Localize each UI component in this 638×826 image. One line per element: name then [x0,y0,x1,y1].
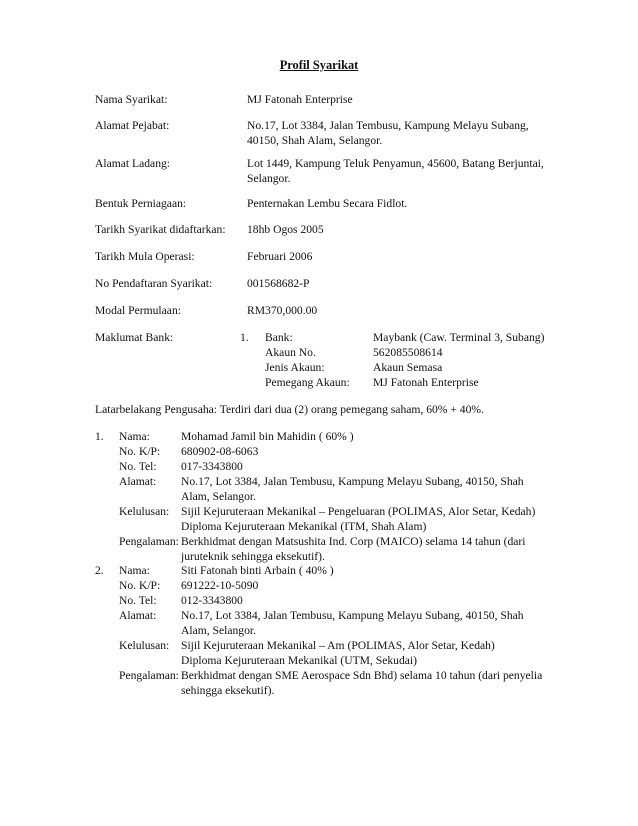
background-statement: Latarbelakang Pengusaha: Terdiri dari dua (2) orang pemegang saham, 60% + 40%. [95,403,484,416]
farm-address-line: Selangor. [247,172,291,185]
company-name-value: MJ Fatonah Enterprise [247,93,353,106]
office-address-line: No.17, Lot 3384, Jalan Tembusu, Kampung Melayu Subang, [247,119,529,132]
bank-details [265,330,585,390]
registration-date-value: 18hb Ogos 2005 [247,223,324,236]
address-line: Alam, Selangor. [181,490,257,503]
name-value: Siti Fatonah binti Arbain ( 40% ) [181,564,334,577]
name-label: Nama: [119,564,150,577]
business-type-label: Bentuk Perniagaan: [95,197,187,210]
address-label: Alamat: [119,609,157,622]
business-type-value: Penternakan Lembu Secara Fidlot. [247,197,408,210]
page-title: Profil Syarikat [279,58,359,72]
company-name-label: Nama Syarikat: [95,93,168,106]
capital-value: RM370,000.00 [247,304,318,317]
registration-number-value: 001568682-P [247,277,310,290]
qualification-line: Diploma Kejuruteraan Mekanikal (UTM, Sekudai) [181,654,417,667]
experience-line: sehingga eksekutif). [181,684,275,697]
ic-field [95,444,575,459]
phone-field [95,459,575,474]
address-field [95,474,575,504]
qualification-label: Kelulusan: [119,505,170,518]
name-field [95,429,575,444]
ic-value: 691222-10-5090 [181,579,259,592]
bank-info-label: Maklumat Bank: [95,331,174,344]
office-address-value [247,118,577,148]
phone-label: No. Tel: [119,594,157,607]
phone-value: 017-3343800 [181,460,243,473]
office-address-line: 40150, Shah Alam, Selangor. [247,134,383,147]
address-field [95,608,575,638]
phone-field [95,593,575,608]
experience-label: Pengalaman: [119,535,179,548]
shareholder-number: 1. [95,430,104,443]
ic-field [95,578,575,593]
bank-detail-value: Maybank (Caw. Terminal 3, Subang) [373,331,545,344]
qualification-line: Diploma Kejuruteraan Mekanikal (ITM, Shah Alam) [181,520,427,533]
operation-start-label: Tarikh Mula Operasi: [95,250,195,263]
qualification-label: Kelulusan: [119,639,170,652]
farm-address-value [247,156,577,186]
bank-detail-value: MJ Fatonah Enterprise [373,376,479,389]
operation-start-value: Februari 2006 [247,250,313,263]
experience-line: Berkhidmat dengan SME Aerospace Sdn Bhd) selama 10 tahun (dari penyelia [181,669,543,682]
registration-date-label: Tarikh Syarikat didaftarkan: [95,223,226,236]
qualification-field [95,504,575,534]
ic-label: No. K/P: [119,579,161,592]
address-line: Alam, Selangor. [181,624,257,637]
experience-label: Pengalaman: [119,669,179,682]
farm-address-line: Lot 1449, Kampung Teluk Penyamun, 45600, Batang Berjuntai, [247,157,544,170]
ic-value: 680902-08-6063 [181,445,259,458]
experience-line: juruteknik sehingga eksekutif). [181,550,325,563]
farm-address-label: Alamat Ladang: [95,157,171,170]
bank-detail-key: Akaun No. [265,346,316,359]
shareholder-2 [95,563,575,698]
qualification-line: Sijil Kejuruteraan Mekanikal – Am (POLIMAS, Alor Setar, Kedah) [181,639,495,652]
office-address-label: Alamat Pejabat: [95,119,170,132]
qualification-field [95,638,575,668]
address-line: No.17, Lot 3384, Jalan Tembusu, Kampung Melayu Subang, 40150, Shah [181,475,524,488]
qualification-line: Sijil Kejuruteraan Mekanikal – Pengeluaran (POLIMAS, Alor Setar, Kedah) [181,505,536,518]
bank-item-number: 1. [240,331,249,344]
address-label: Alamat: [119,475,157,488]
bank-detail-value: 562085508614 [373,346,443,359]
phone-label: No. Tel: [119,460,157,473]
shareholder-1 [95,429,575,564]
shareholder-number: 2. [95,564,104,577]
phone-value: 012-3343800 [181,594,243,607]
name-label: Nama: [119,430,150,443]
bank-detail-row [265,345,585,360]
registration-number-label: No Pendaftaran Syarikat: [95,277,213,290]
name-field [95,563,575,578]
bank-detail-value: Akaun Semasa [373,361,443,374]
experience-field [95,668,575,698]
bank-detail-key: Jenis Akaun: [265,361,325,374]
name-value: Mohamad Jamil bin Mahidin ( 60% ) [181,430,354,443]
bank-detail-row [265,330,585,345]
bank-detail-key: Pemegang Akaun: [265,376,350,389]
bank-detail-row [265,375,585,390]
bank-detail-key: Bank: [265,331,293,344]
capital-label: Modal Permulaan: [95,304,181,317]
bank-detail-row [265,360,585,375]
address-line: No.17, Lot 3384, Jalan Tembusu, Kampung Melayu Subang, 40150, Shah [181,609,524,622]
experience-line: Berkhidmat dengan Matsushita Ind. Corp (MAICO) selama 14 tahun (dari [181,535,526,548]
ic-label: No. K/P: [119,445,161,458]
experience-field [95,534,575,564]
